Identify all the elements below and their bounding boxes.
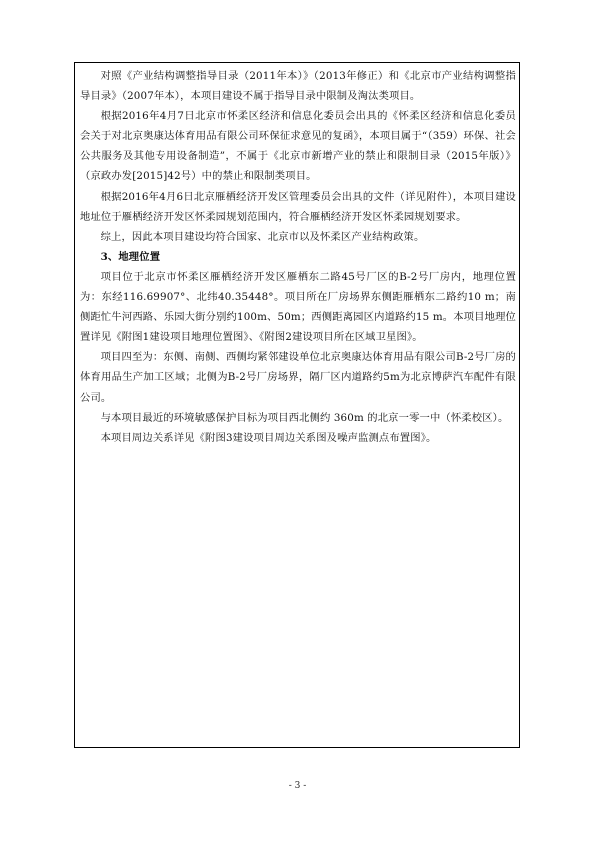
paragraph-huairou-reply: 根据2016年4月7日北京市怀柔区经济和信息化委员会出具的《怀柔区经济和信息化委员会关于对北京奥康达体育用品有限公司环保征求意见的复函》，本项目属于“（359）环保、社会公共服务及其他专用设备制造”，不属于《北京市新增产业的禁止和限制目录（2015年版）》（京政办发[2015]42号）中的禁止和限制类项目。 (80, 110, 516, 183)
document-body (80, 66, 516, 448)
paragraph-industry-catalog: 对照《产业结构调整指导目录（2011年本）》（2013年修正）和《北京市产业结构调整指导目录》（2007年本），本项目建设不属于指导目录中限制及淘汰类项目。 (80, 70, 516, 103)
paragraph-conclusion: 综上，因此本项目建设均符合国家、北京市以及怀柔区产业结构政策。 (100, 230, 425, 243)
paragraph-sensitive-target: 与本项目最近的环境敏感保护目标为项目西北侧约 360m 的北京一零一中（怀柔校区）。 (100, 411, 509, 424)
paragraph-figure-reference: 本项目周边关系详见《附图3建设项目周边关系图及噪声监测点布置图》。 (100, 431, 437, 444)
paragraph-location: 项目位于北京市怀柔区雁栖经济开发区雁栖东二路45号厂区的B-2号厂房内，地理位置为：东经116.69907°、北纬40.35448°。项目所在厂房场界东侧距雁栖东二路约10 m；南侧距忙牛河西路、乐园大街分别约100m、50m；西侧距离园区内道路约15 m。本项目地理位置详见《附图1建设项目地理位置图》、《附图2建设项目所在区域卫星图》。 (80, 270, 516, 344)
paragraph-surroundings: 项目四至为：东侧、南侧、西侧均紧邻建设单位北京奥康达体育用品有限公司B-2号厂房的体育用品生产加工区域；北侧为B-2号厂房场界，隔厂区内道路约5m为北京博萨汽车配件有限公司。 (80, 351, 516, 404)
page-number: - 3 - (288, 781, 307, 791)
section-heading-location: 3、地理位置 (100, 250, 161, 263)
paragraph-yanqi-document: 根据2016年4月6日北京雁栖经济开发区管理委员会出具的文件（详见附件），本项目建设地址位于雁栖经济开发区怀柔园规划范围内，符合雁栖经济开发区怀柔园规划要求。 (80, 190, 516, 223)
